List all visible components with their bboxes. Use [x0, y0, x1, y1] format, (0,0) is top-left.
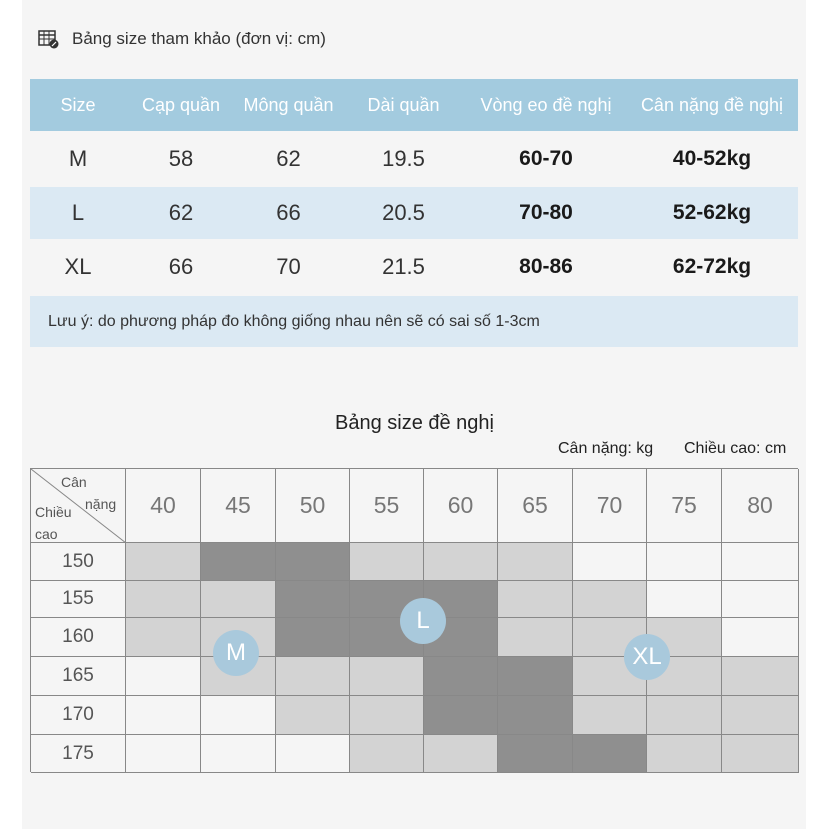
table-cell: 66: [236, 187, 341, 239]
grid-cell: [722, 657, 799, 696]
grid-cell: [498, 581, 573, 618]
table-cell: 60-70: [466, 131, 626, 187]
grid-cell: [201, 696, 276, 735]
grid-cell: [424, 735, 498, 773]
grid-corner-cell: [31, 469, 126, 543]
grid-cell: [647, 581, 722, 618]
grid-cell: [350, 696, 424, 735]
height-header-170: 170: [31, 696, 126, 735]
corner-weight-label: Cân: [61, 474, 87, 490]
suggest-title: Bảng size đề nghị: [334, 412, 494, 434]
grid-cell: [126, 618, 201, 657]
height-header-165: 165: [31, 657, 126, 696]
height-header-150: 150: [31, 543, 126, 581]
grid-cell: [647, 543, 722, 581]
grid-cell: [276, 735, 350, 773]
corner-weight-label: nặng: [85, 496, 117, 512]
weight-header-65: 65: [498, 469, 573, 543]
grid-cell: [350, 543, 424, 581]
grid-cell: [276, 657, 350, 696]
grid-cell: [498, 735, 573, 773]
grid-cell: [201, 735, 276, 773]
grid-cell: [126, 657, 201, 696]
weight-header-40: 40: [126, 469, 201, 543]
size-table-header-row: [30, 79, 798, 131]
grid-cell: [647, 735, 722, 773]
grid-cell: [498, 618, 573, 657]
grid-cell: [201, 581, 276, 618]
table-cell: 19.5: [341, 131, 466, 187]
table-cell: 58: [126, 131, 236, 187]
grid-cell: [424, 543, 498, 581]
size-bubble-m: M: [213, 630, 259, 676]
grid-cell: [498, 543, 573, 581]
size-chart-icon: [38, 29, 60, 49]
grid-cell: [276, 696, 350, 735]
chart-title: Bảng size tham khảo (đơn vị: cm): [72, 29, 326, 48]
size-bubble-l: L: [400, 598, 446, 644]
grid-cell: [722, 696, 799, 735]
size-cell: M: [30, 131, 126, 187]
size-bubble-xl: XL: [624, 634, 670, 680]
weight-header-50: 50: [276, 469, 350, 543]
weight-unit-label: Cân nặng: kg: [558, 440, 654, 457]
size-cell: XL: [30, 239, 126, 295]
weight-header-70: 70: [573, 469, 647, 543]
height-header-175: 175: [31, 735, 126, 773]
measurement-note: Lưu ý: do phương pháp đo không giống nhau nên sẽ có sai số 1-3cm: [30, 296, 798, 347]
grid-cell: [573, 581, 647, 618]
table-row: [30, 239, 798, 295]
grid-cell: [498, 657, 573, 696]
table-cell: 21.5: [341, 239, 466, 295]
height-header-160: 160: [31, 618, 126, 657]
chart-title-row: [38, 26, 326, 52]
grid-cell: [276, 618, 350, 657]
corner-height-label: cao: [35, 526, 58, 542]
weight-header-55: 55: [350, 469, 424, 543]
table-cell: 62-72kg: [626, 239, 798, 295]
grid-cell: [573, 543, 647, 581]
table-cell: 52-62kg: [626, 187, 798, 239]
grid-cell: [276, 543, 350, 581]
grid-cell: [722, 735, 799, 773]
table-cell: 70-80: [466, 187, 626, 239]
table-cell: 20.5: [341, 187, 466, 239]
height-header-155: 155: [31, 581, 126, 618]
grid-cell: [647, 696, 722, 735]
size-cell: L: [30, 187, 126, 239]
table-cell: 40-52kg: [626, 131, 798, 187]
column-header-waistband: Cạp quần: [126, 79, 236, 131]
grid-cell: [201, 543, 276, 581]
column-header-suggested-weight: Cân nặng đề nghị: [626, 79, 798, 131]
corner-height-label: Chiều: [35, 504, 72, 520]
table-row: [30, 131, 798, 187]
grid-cell: [722, 543, 799, 581]
table-row: [30, 187, 798, 239]
column-header-suggested-waist: Vòng eo đề nghị: [466, 79, 626, 131]
table-cell: 80-86: [466, 239, 626, 295]
weight-header-60: 60: [424, 469, 498, 543]
grid-cell: [424, 657, 498, 696]
weight-header-80: 80: [722, 469, 799, 543]
table-cell: 62: [236, 131, 341, 187]
grid-cell: [498, 696, 573, 735]
column-header-size: Size: [30, 79, 126, 131]
weight-header-75: 75: [647, 469, 722, 543]
grid-cell: [126, 735, 201, 773]
column-header-hip: Mông quần: [236, 79, 341, 131]
grid-cell: [573, 696, 647, 735]
grid-cell: [573, 735, 647, 773]
size-table: [30, 79, 798, 295]
table-cell: 66: [126, 239, 236, 295]
grid-cell: [126, 696, 201, 735]
weight-header-45: 45: [201, 469, 276, 543]
grid-cell: [126, 543, 201, 581]
grid-cell: [126, 581, 201, 618]
grid-cell: [276, 581, 350, 618]
table-cell: 62: [126, 187, 236, 239]
grid-cell: [722, 618, 799, 657]
column-header-length: Dài quần: [341, 79, 466, 131]
table-cell: 70: [236, 239, 341, 295]
height-unit-label: Chiều cao: cm: [684, 440, 787, 457]
grid-cell: [424, 696, 498, 735]
grid-cell: [350, 735, 424, 773]
grid-cell: [722, 581, 799, 618]
grid-cell: [350, 657, 424, 696]
